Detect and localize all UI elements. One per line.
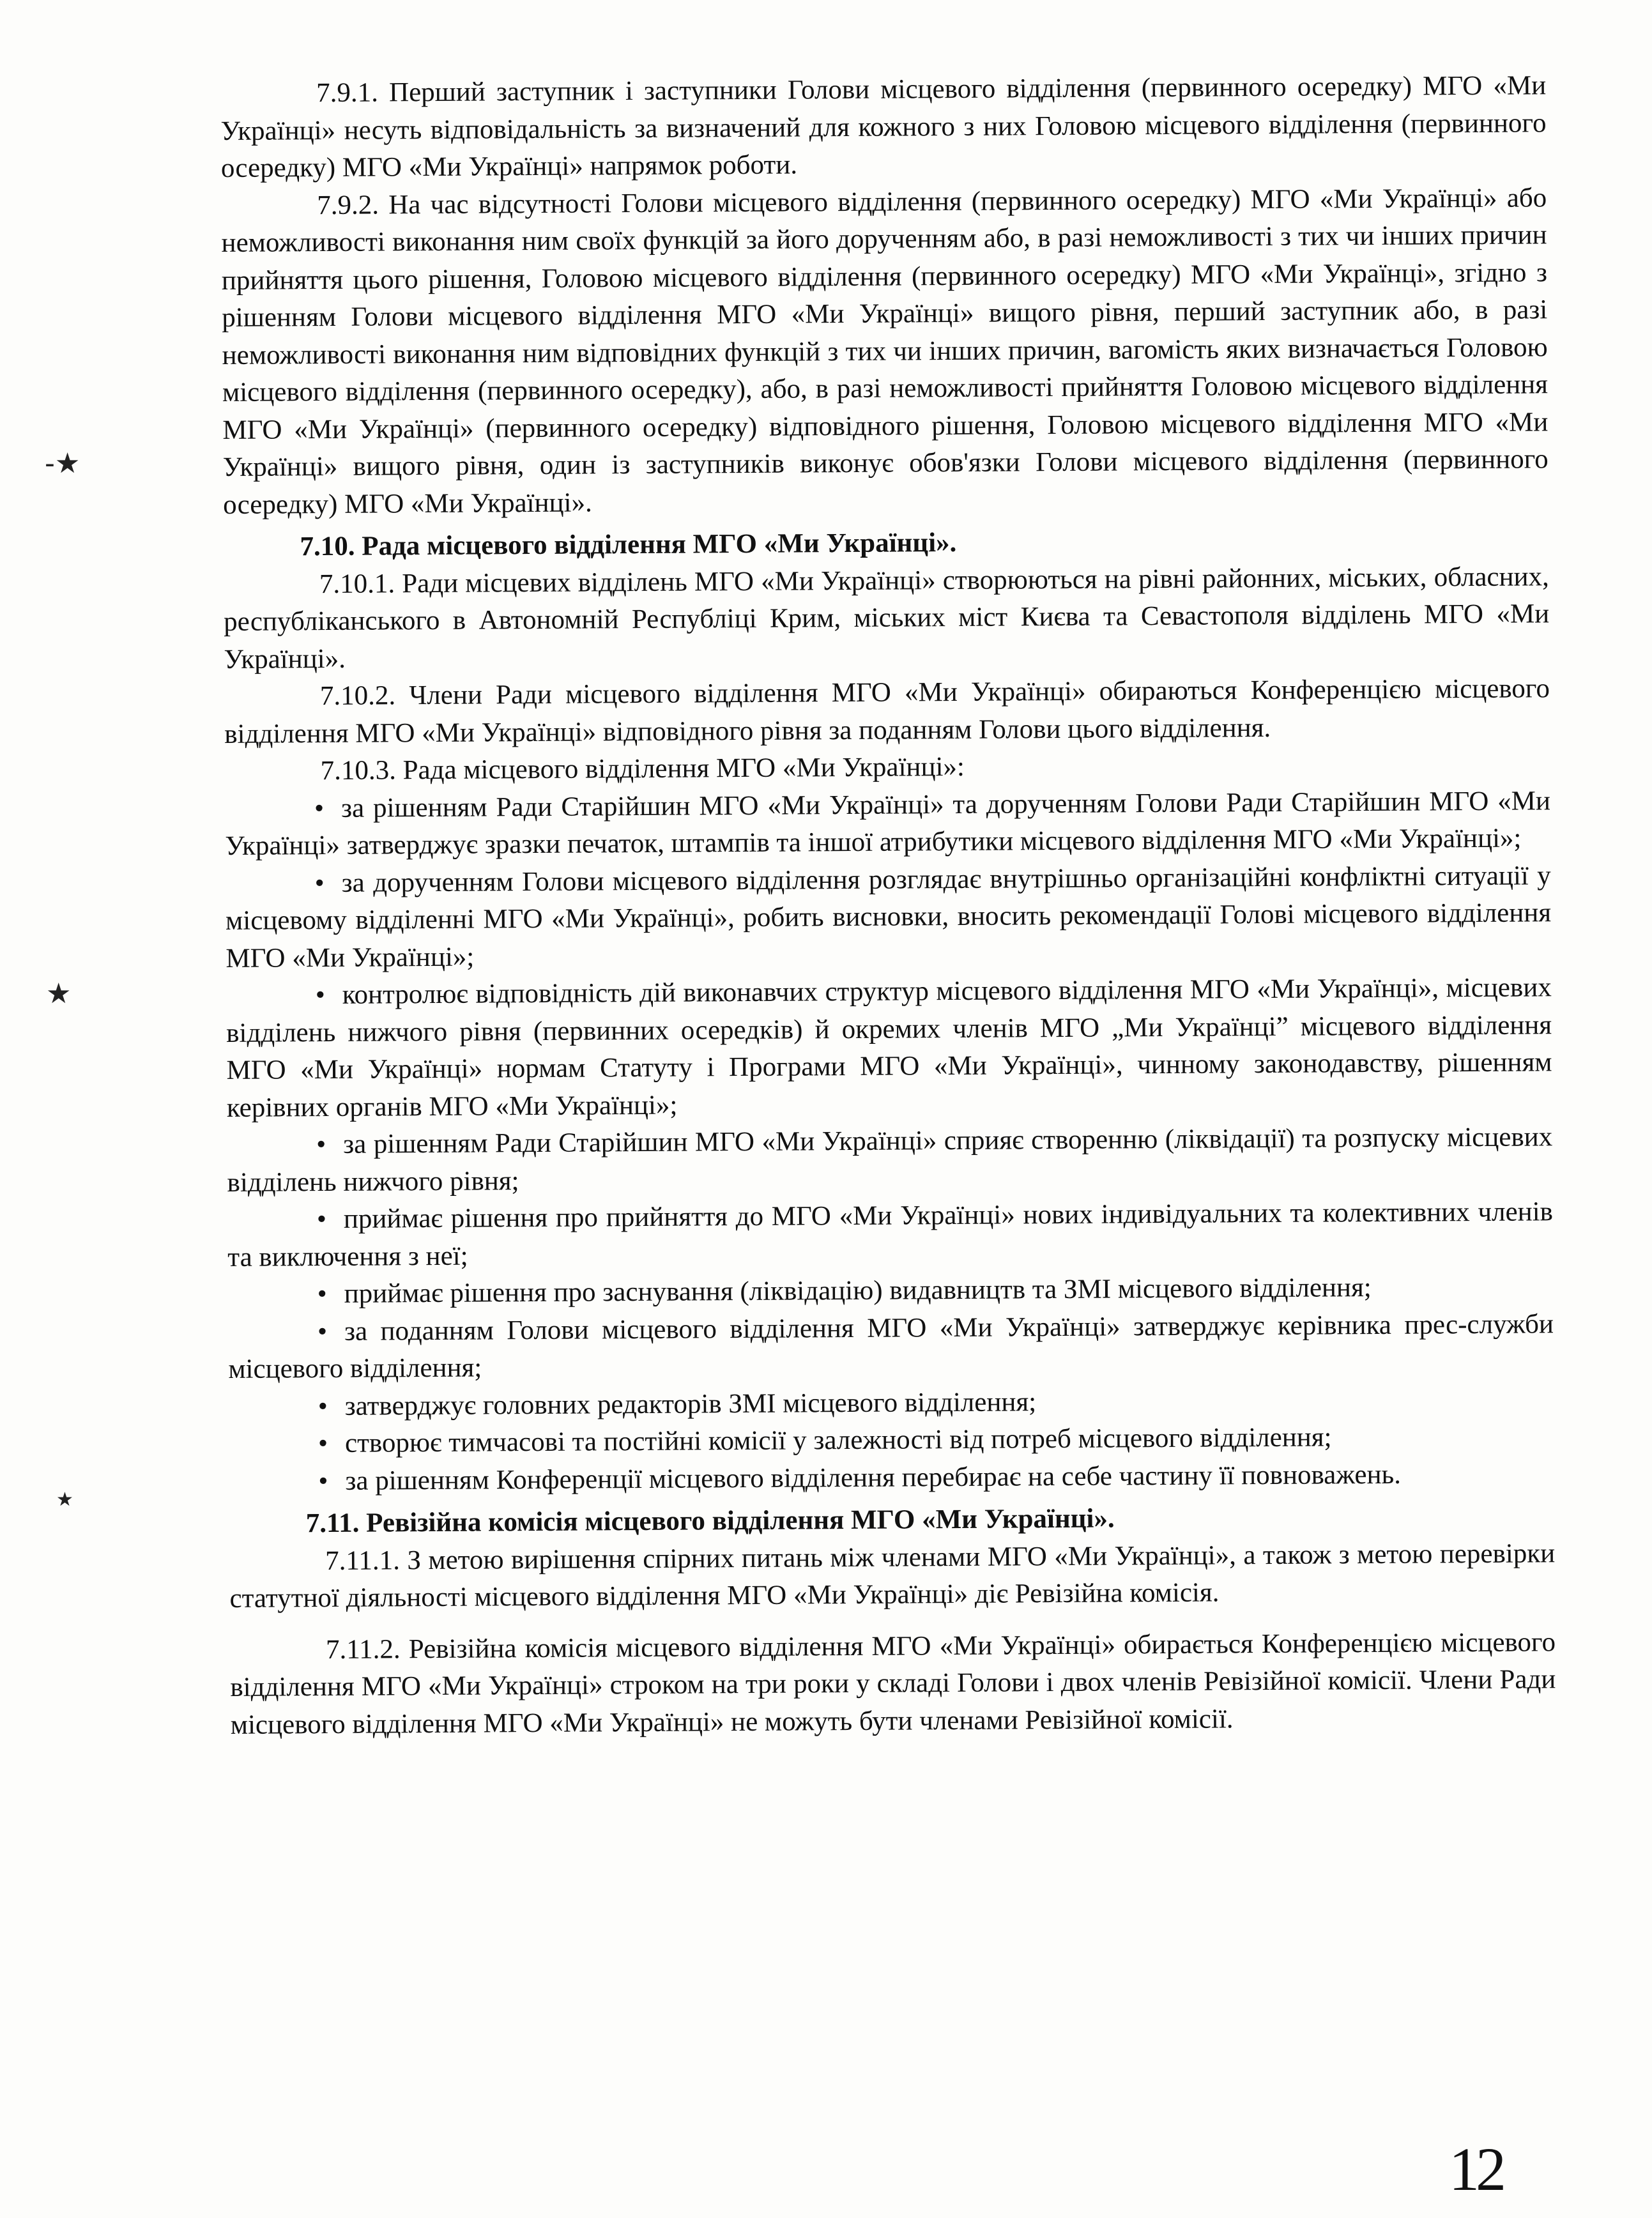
paragraph-7-11-1: 7.11.1. З метою вирішення спірних питань між членами МГО «Ми Українці», а також з метою перевірки статутної діяльності місцевого відділення МГО «Ми Українці» діє Ревізійна комісія. <box>229 1538 1556 1614</box>
list-item: • приймає рішення про заснування (ліквідацію) видавництв та ЗМІ місцевого відділення; <box>227 1268 1553 1313</box>
list-item: • за дорученням Голови місцевого відділення розглядає внутрішньо організаційні конфліктні ситуації у місцевому відділенні МГО «Ми Українці», робить висновки, вносить рекомендації Голові місцевого відділення МГО «Ми Українці»; <box>226 857 1552 977</box>
list-item: • приймає рішення про прийняття до МГО «Ми Українці» нових індивідуальних та колективних членів та виключення з неї; <box>227 1193 1554 1276</box>
list-item: • за рішенням Ради Старійшин МГО «Ми Українці» та дорученням Голови Ради Старійшин МГО «Ми Українці» затверджує зразки печаток, штампів та іншої атрибутики місцевого відділення МГО «Ми Українці»; <box>225 783 1551 866</box>
scan-mark-icon: ★ <box>56 1488 73 1511</box>
list-item: • контролює відповідність дій виконавчих структур місцевого відділення МГО «Ми Українці», місцевих відділень нижчого рівня (первинних осередків) й окремих членів МГО „Ми Українці” місцевого відділення МГО «Ми Українці» нормам Статуту і Програми МГО «Ми Українці», чинному законодавству, рішенням керівних органів МГО «Ми Українці»; <box>226 969 1552 1127</box>
section-heading-7-10: 7.10. Рада місцевого відділення МГО «Ми Українці». <box>300 527 957 562</box>
list-item: • за рішенням Конференції місцевого відділення перебирає на себе частину її повноважень. <box>229 1455 1554 1501</box>
document-body <box>220 67 1556 1744</box>
page-number: 12 <box>1449 2135 1503 2203</box>
paragraph-7-11-2: 7.11.2. Ревізійна комісія місцевого відділення МГО «Ми Українці» обирається Конференцією місцевого відділення МГО «Ми Українці» строком на три роки у складі Голови і двох членів Ревізійної комісії. Члени Ради місцевого відділення МГО «Ми Українці» не можуть бути членами Ревізійної комісії. <box>230 1626 1556 1740</box>
scan-mark-icon: -★ <box>45 447 80 480</box>
list-item: • за поданням Голови місцевого відділення МГО «Ми Українці» затверджує керівника прес-служби місцевого відділення; <box>228 1306 1554 1389</box>
list-item: • за рішенням Ради Старійшин МГО «Ми Українці» сприяє створенню (ліквідації) та розпуску місцевих відділень нижчого рівня; <box>227 1119 1553 1202</box>
list-item: • створює тимчасові та постійні комісії у залежності від потреб місцевого відділення; <box>229 1418 1554 1463</box>
paragraph-7-10-3: 7.10.3. Рада місцевого відділення МГО «Ми Українці»: <box>320 751 965 786</box>
scan-mark-icon: ★ <box>46 977 72 1010</box>
list-item: • затверджує головних редакторів ЗМІ місцевого відділення; <box>229 1381 1554 1426</box>
paragraph-7-10-1: 7.10.1. Ради місцевих відділень МГО «Ми Українці» створюються на рівні районних, міських, обласних, республіканського в Автономній Республіці Крим, міських міст Києва та Севастополя відділень МГО «Ми Українці». <box>224 561 1550 675</box>
paragraph-7-9-1: 7.9.1. Перший заступник і заступники Голови місцевого відділення (первинного осередку) МГО «Ми Українці» несуть відповідальність за визначений для кожного з них Головою місцевого відділення (первинного осередку) МГО «Ми Українці» напрямок роботи. <box>220 70 1547 183</box>
section-heading-7-11: 7.11. Ревізійна комісія місцевого відділення МГО «Ми Українці». <box>305 1503 1115 1539</box>
paragraph-7-9-2: 7.9.2. На час відсутності Голови місцевого відділення (первинного осередку) МГО «Ми Українці» або неможливості виконання ним своїх функцій за його дорученням або, в разі неможливості з тих чи інших причин прийняття цього рішення, Головою місцевого відділення (первинного осередку) МГО «Ми Українці», згідно з рішенням Голови місцевого відділення МГО «Ми Українці» вищого рівня, перший заступник або, в разі неможливості виконання ним відповідних функцій з тих чи інших причин, вагомість яких визначається Головою місцевого відділення (первинного осередку), або, в разі неможливості прийняття Головою місцевого відділення МГО «Ми Українці» (первинного осередку) відповідного рішення, Головою місцевого відділення МГО «Ми Українці» вищого рівня, один із заступників виконує обов'язки Голови місцевого відділення (первинного осередку) МГО «Ми Українці». <box>221 182 1549 520</box>
paragraph-7-10-2: 7.10.2. Члени Ради місцевого відділення МГО «Ми Українці» обираються Конференцією місцевого відділення МГО «Ми Українці» відповідного рівня за поданням Голови цього відділення. <box>224 673 1550 749</box>
